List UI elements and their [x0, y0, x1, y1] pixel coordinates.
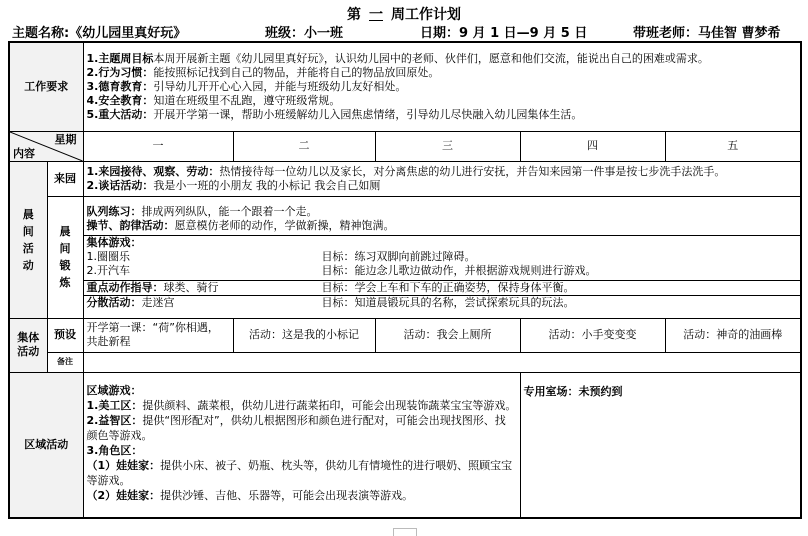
- weekday-wed: 三: [375, 131, 520, 161]
- preset-label: 预设: [47, 318, 83, 352]
- remarks-label: 备注: [47, 352, 83, 372]
- page-title: 第 一 周工作计划: [0, 4, 808, 24]
- group-activity-label: 集体活动: [9, 318, 47, 372]
- area-games: 区域游戏： 1.美工区：提供颜料、蔬菜根，供幼儿进行蔬菜拓印，可能会出现装饰蔬菜宝宝等游戏。 2.益智区：提供“图形配对”，供幼儿根据图形和颜色进行配对，可能会出现找图形、找颜色等游戏。 3.角色区： （1）娃娃家：提供小床、被子、奶瓶、枕头等，供幼儿有情境性的进行喂奶、照顾宝宝等游戏。 （2）娃娃家：提供沙锤、吉他、乐器等，可能会出现表演等游戏。: [83, 372, 520, 518]
- work-requirements: [83, 42, 801, 131]
- arrival-content: 1.来园接待、观察、劳动：热情接待每一位幼儿以及家长，对分离焦虑的幼儿进行安抚，并告知来园第一件事是按七步洗手法洗手。 2.谈话活动：我是小一班的小朋友 我的小标记 我会自己如厕: [83, 161, 801, 196]
- theme-name: 主题名称:《幼儿园里真好玩》: [12, 26, 187, 41]
- class-name: 班级：小一班: [265, 26, 344, 41]
- group-activity-wed: 活动：我会上厕所: [375, 318, 520, 352]
- weekday-mon: 一: [83, 131, 233, 161]
- work-item: 2.行为习惯：能按照标记找到自己的物品，并能将自己的物品放回原处。: [86, 65, 440, 79]
- work-item: 1.主题周目标本周开展新主题《幼儿园里真好玩》，认识幼儿园中的老师、伙伴们，愿意和他们交流，能说出自己的困难或需求。: [86, 51, 709, 65]
- morning-exercise-label: 晨 间 锻 炼: [47, 196, 83, 318]
- group-activity-thu: 活动：小手变变变: [520, 318, 665, 352]
- arrival-label: 来园: [47, 161, 83, 196]
- weekday-fri: 五: [665, 131, 801, 161]
- weekly-plan-table: [8, 41, 802, 519]
- group-activity-mon: 开学第一课：“荷”你相遇，共赴新程: [83, 318, 233, 352]
- work-item: 5.重大活动：开展开学第一课，帮助小班缓解幼儿入园焦虑情绪，引导幼儿尽快融入幼儿园集体生活。: [86, 107, 583, 121]
- work-requirements-label: 工作要求: [9, 42, 83, 131]
- teachers: 带班老师：马佳智 曹梦希: [633, 26, 781, 41]
- morning-exercise-content: 队列练习：排成两列纵队，能一个跟着一个走。 操节、韵律活动：愿意模仿老师的动作，学做新操，精神饱满。 集体游戏： 1.圈圈乐 目标：练习双脚向前跳过障碍。 2.开汽车 目标：能边念儿歌边做动作，并根据游戏规则进行游戏。 重点动作指导：球类、骑行 目标：学会上车和下车的正确姿势，保持身体平衡。 分散活动：走迷宫 目标：知道晨锻玩具的名称，尝试探索玩具的玩法。: [83, 196, 801, 318]
- group-activity-fri: 活动：神奇的油画棒: [665, 318, 801, 352]
- week-number: 一: [369, 7, 383, 23]
- group-activity-tue: 活动：这是我的小标记: [233, 318, 375, 352]
- remarks-content: [83, 352, 801, 372]
- work-item: 4.安全教育：知道在班级里不乱跑，遵守班级常规。: [86, 93, 341, 107]
- dedicated-room: 专用室场：未预约到: [520, 372, 801, 518]
- area-activity-label: 区域活动: [9, 372, 83, 518]
- work-item: 3.德育教育：引导幼儿开开心心入园，并能与班级幼儿友好相处。: [86, 79, 407, 93]
- weekday-tue: 二: [233, 131, 375, 161]
- weekday-thu: 四: [520, 131, 665, 161]
- weekday-corner: 星期 内容: [9, 131, 83, 161]
- date-range: 日期：9 月 1 日—9 月 5 日: [420, 26, 588, 41]
- morning-activity-label: 晨 间 活 动: [9, 161, 47, 318]
